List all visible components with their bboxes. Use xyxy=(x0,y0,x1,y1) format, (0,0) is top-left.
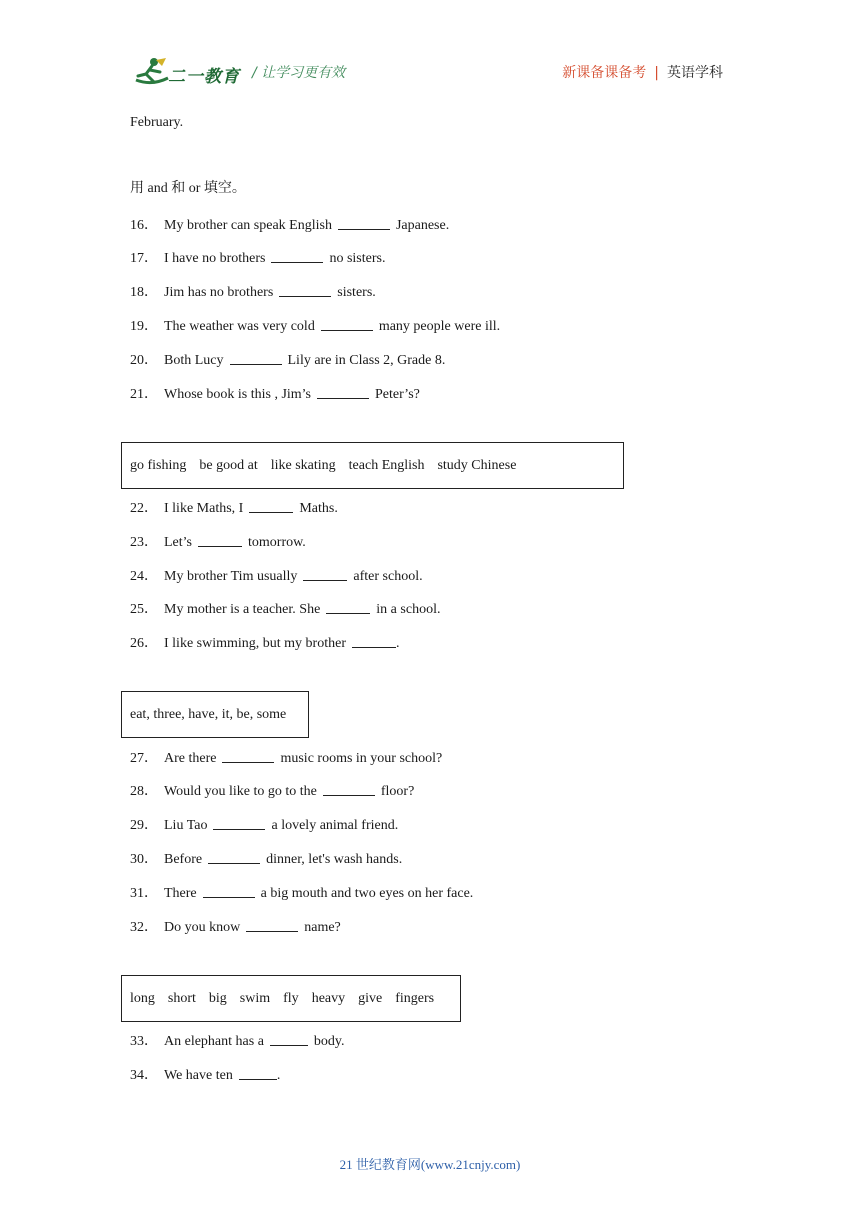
page-header xyxy=(0,0,860,100)
answer-blank[interactable] xyxy=(239,1065,277,1080)
answer-blank[interactable] xyxy=(352,633,396,648)
answer-blank[interactable] xyxy=(203,883,255,898)
answer-blank[interactable] xyxy=(326,599,370,614)
answer-blank[interactable] xyxy=(213,815,265,830)
header-right xyxy=(562,62,723,82)
question-16: 16． My brother can speak English Japanese. xyxy=(130,215,449,235)
word-bank-box xyxy=(121,691,309,738)
answer-blank[interactable] xyxy=(303,566,347,581)
word-bank-item: long xyxy=(130,990,155,1006)
word-bank-box xyxy=(121,975,461,1022)
text-fragment: February. xyxy=(130,115,184,130)
word-bank-item: big xyxy=(208,990,227,1006)
question-20: 20． Both Lucy Lily are in Class 2, Grade 8. xyxy=(130,350,445,370)
answer-blank[interactable] xyxy=(338,215,390,230)
question-19: 19． The weather was very cold many people were ill. xyxy=(130,316,500,336)
question-22: 22． I like Maths, I Maths. xyxy=(130,498,338,518)
question-23: 23． Let’s tomorrow. xyxy=(130,532,306,552)
word-bank-item: heavy xyxy=(311,990,346,1006)
answer-blank[interactable] xyxy=(279,282,331,297)
word-bank-list: eat, three, have, it, be, some xyxy=(130,706,287,722)
question-21: 21． Whose book is this , Jim’s Peter’s? xyxy=(130,384,420,404)
header-tag-course: 新课备课备考 xyxy=(562,65,647,81)
question-28: 28． Would you like to go to the floor? xyxy=(130,781,414,801)
answer-blank[interactable] xyxy=(323,781,375,796)
word-bank-item: swim xyxy=(239,990,271,1006)
question-25: 25． My mother is a teacher. She in a school. xyxy=(130,599,440,619)
word-bank-item: fly xyxy=(283,990,299,1006)
word-bank-item: be good at xyxy=(199,457,258,473)
header-slogan: / 让学习更有效 xyxy=(252,65,346,81)
word-bank-item: short xyxy=(167,990,196,1006)
answer-blank[interactable] xyxy=(230,350,282,365)
word-bank-item: like skating xyxy=(270,457,336,473)
header-tag-subject: 英语学科 xyxy=(667,65,723,81)
word-bank-item: fingers xyxy=(395,990,435,1006)
question-29: 29． Liu Tao a lovely animal friend. xyxy=(130,815,398,835)
word-bank-item: teach English xyxy=(348,457,425,473)
question-33: 33． An elephant has a body. xyxy=(130,1031,345,1051)
answer-blank[interactable] xyxy=(270,1031,308,1046)
answer-blank[interactable] xyxy=(321,316,373,331)
word-bank-item: give xyxy=(358,990,383,1006)
logo-text: 二一教育 xyxy=(168,67,240,87)
answer-blank[interactable] xyxy=(249,498,293,513)
question-34: 34． We have ten . xyxy=(130,1065,280,1085)
page-footer: 21 世纪教育网(www.21cnjy.com) xyxy=(339,1157,521,1172)
question-27: 27． Are there music rooms in your school? xyxy=(130,748,442,768)
word-bank-item: study Chinese xyxy=(437,457,517,473)
answer-blank[interactable] xyxy=(271,248,323,263)
question-31: 31． There a big mouth and two eyes on her face. xyxy=(130,883,473,903)
word-bank-item: go fishing xyxy=(130,457,187,473)
question-18: 18． Jim has no brothers sisters. xyxy=(130,282,376,302)
answer-blank[interactable] xyxy=(198,532,242,547)
question-17: 17． I have no brothers no sisters. xyxy=(130,248,385,268)
answer-blank[interactable] xyxy=(208,849,260,864)
answer-blank[interactable] xyxy=(222,748,274,763)
question-26: 26． I like swimming, but my brother . xyxy=(130,633,399,653)
word-bank-box xyxy=(121,442,624,489)
question-24: 24． My brother Tim usually after school. xyxy=(130,566,423,586)
question-30: 30． Before dinner, let's wash hands. xyxy=(130,849,402,869)
answer-blank[interactable] xyxy=(246,917,298,932)
section-instruction: 用 and 和 or 填空。 xyxy=(130,181,246,196)
question-32: 32． Do you know name? xyxy=(130,917,341,937)
header-separator: | xyxy=(654,65,659,81)
answer-blank[interactable] xyxy=(317,384,369,399)
